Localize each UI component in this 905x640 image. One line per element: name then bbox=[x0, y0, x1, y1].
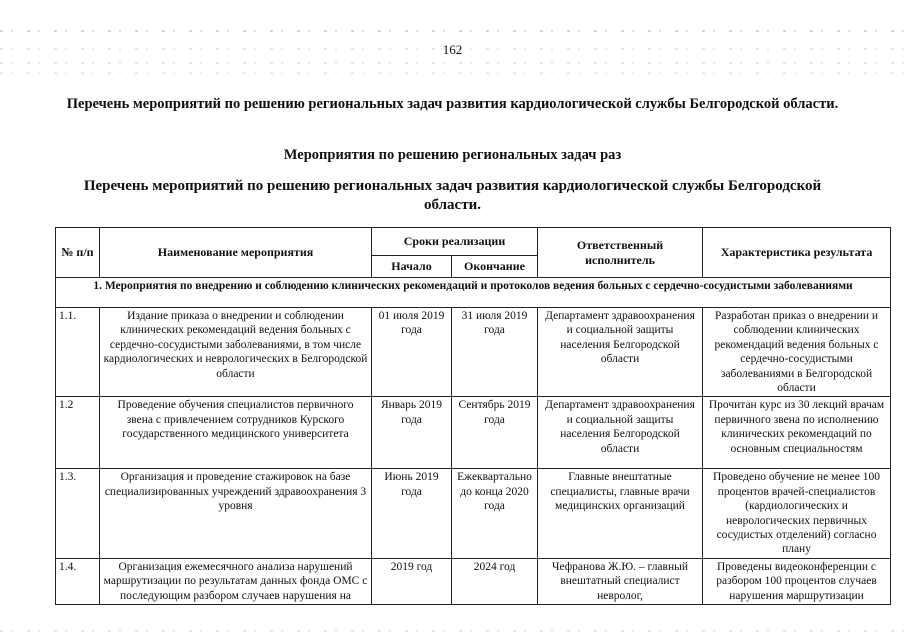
row-start: 01 июля 2019 года bbox=[372, 308, 452, 397]
row-responsible: Главные внештатные специалисты, главные врачи медицинских организаций bbox=[538, 469, 703, 558]
page-number: 162 bbox=[442, 42, 463, 57]
scan-noise bbox=[0, 62, 905, 64]
header-start: Начало bbox=[372, 256, 452, 278]
scan-noise bbox=[0, 30, 905, 32]
section-1-heading: 1. Мероприятия по внедрению и соблюдению клинических рекомендаций и протоколов ведения больных с сердечно-сосудистыми заболеваниями bbox=[56, 278, 891, 308]
row-name: Проведение обучения специалистов первичного звена с привлечением сотрудников Курского государственного медицинского университета bbox=[100, 397, 372, 469]
table-row bbox=[56, 308, 891, 397]
row-num: 1.1. bbox=[56, 308, 100, 397]
row-result: Проведены видеоконференции с разбором 100 процентов случаев нарушения маршрутизации bbox=[703, 558, 891, 604]
row-name: Издание приказа о внедрении и соблюдении клинических рекомендаций ведения больных с сердечно-сосудистыми заболеваниями, в том числе кардиологических и неврологических в Белгородской области bbox=[100, 308, 372, 397]
row-end: Сентябрь 2019 года bbox=[452, 397, 538, 469]
header-responsible: Ответственный исполнитель bbox=[538, 228, 703, 278]
header-period: Сроки реализации bbox=[372, 228, 538, 256]
row-end: 31 июля 2019 года bbox=[452, 308, 538, 397]
scan-noise bbox=[0, 630, 905, 632]
row-result: Разработан приказ о внедрении и соблюдении клинических рекомендаций ведения больных с сердечно-сосудистыми заболеваниями в Белгородской области bbox=[703, 308, 891, 397]
row-result: Прочитан курс из 30 лекций врачам первичного звена по исполнению клинических рекомендаций по основным специальностям bbox=[703, 397, 891, 469]
row-start: 2019 год bbox=[372, 558, 452, 604]
row-name: Организация ежемесячного анализа нарушений маршрутизации по результатам данных фонда ОМС с последующим разбором случаев нарушения на bbox=[100, 558, 372, 604]
row-responsible: Департамент здравоохранения и социальной защиты населения Белгородской области bbox=[538, 397, 703, 469]
document-title: Перечень мероприятий по решению региональных задач развития кардиологической службы Белгородской области. bbox=[66, 96, 839, 112]
row-num: 1.4. bbox=[56, 558, 100, 604]
row-num: 1.3. bbox=[56, 469, 100, 558]
row-end: Ежеквартально до конца 2020 года bbox=[452, 469, 538, 558]
row-end: 2024 год bbox=[452, 558, 538, 604]
table-title: Перечень мероприятий по решению региональных задач развития кардиологической службы Белгородской области. bbox=[83, 178, 822, 213]
row-responsible: Чефранова Ж.Ю. – главный внештатный специалист невролог, bbox=[538, 558, 703, 604]
header-num: № п/п bbox=[56, 228, 100, 278]
row-responsible: Департамент здравоохранения и социальной защиты населения Белгородской области bbox=[538, 308, 703, 397]
header-result: Характеристика результата bbox=[703, 228, 891, 278]
row-start: Январь 2019 года bbox=[372, 397, 452, 469]
header-end: Окончание bbox=[452, 256, 538, 278]
row-num: 1.2 bbox=[56, 397, 100, 469]
row-start: Июнь 2019 года bbox=[372, 469, 452, 558]
row-name: Организация и проведение стажировок на базе специализированных учреждений здравоохранения 3 уровня bbox=[100, 469, 372, 558]
table-row bbox=[56, 469, 891, 558]
scan-noise bbox=[0, 72, 905, 74]
measures-table bbox=[55, 227, 891, 605]
row-result: Проведено обучение не менее 100 процентов врачей-специалистов (кардиологических и неврологических первичных сосудистых отделений) согласно плану bbox=[703, 469, 891, 558]
table-row bbox=[56, 558, 891, 604]
table-row bbox=[56, 397, 891, 469]
header-name: Наименование мероприятия bbox=[100, 228, 372, 278]
document-subtitle: Мероприятия по решению региональных задач раз bbox=[283, 147, 622, 163]
